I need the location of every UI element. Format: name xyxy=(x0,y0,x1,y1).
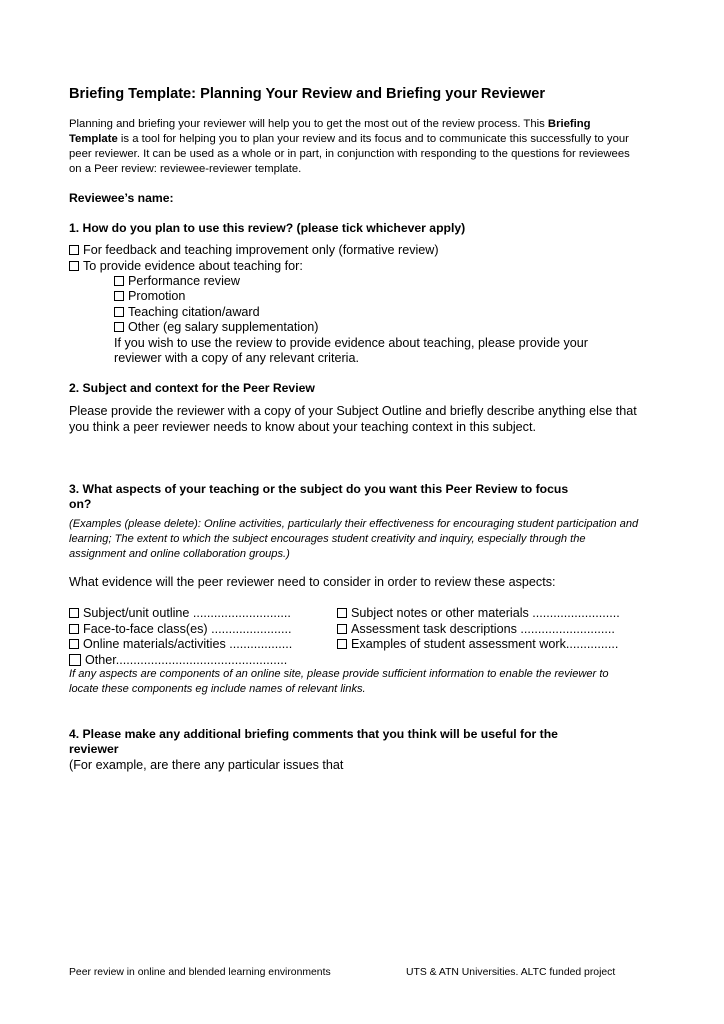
footer-right: UTS & ATN Universities. ALTC funded project xyxy=(406,967,616,978)
q1-sub-citation[interactable]: Teaching citation/award xyxy=(114,305,260,321)
checkbox[interactable] xyxy=(69,261,79,271)
q1-sub-other[interactable]: Other (eg salary supplementation) xyxy=(114,320,318,336)
q1-note-line2: reviewer with a copy of any relevant criteria. xyxy=(114,351,359,365)
checkbox[interactable] xyxy=(114,322,124,332)
q4-heading-line2: reviewer xyxy=(69,742,119,756)
reviewee-name-label: Reviewee’s name: xyxy=(69,191,174,205)
evidence-other[interactable]: Other................................................. xyxy=(69,653,287,669)
checkbox[interactable] xyxy=(114,291,124,301)
evidence-face-to-face[interactable]: Face-to-face class(es) ....................... xyxy=(69,622,292,638)
q1-sub-promotion[interactable]: Promotion xyxy=(114,289,185,305)
checkbox[interactable] xyxy=(114,307,124,317)
q3-evidence-question: What evidence will the peer reviewer need to consider in order to review these aspects: xyxy=(69,575,556,589)
q3-examples: (Examples (please delete): Online activities, particularly their effectiveness for encouraging student participation and learning; The extent to which the subject encourages student creativity and inquiry, especially through the assignment and online collaboration groups.) xyxy=(69,518,639,560)
footer-left: Peer review in online and blended learning environments xyxy=(69,967,331,978)
evidence-subject-outline[interactable]: Subject/unit outline ............................ xyxy=(69,606,291,622)
checkbox[interactable] xyxy=(337,639,347,649)
checkbox[interactable] xyxy=(69,245,79,255)
q1-option-formative[interactable]: For feedback and teaching improvement only (formative review) xyxy=(69,243,439,259)
document-title: Briefing Template: Planning Your Review and Briefing your Reviewer xyxy=(69,86,546,102)
checkbox[interactable] xyxy=(114,276,124,286)
intro-text-1: Planning and briefing your reviewer will help you to get the most out of the review process. This xyxy=(69,118,548,130)
evidence-subject-notes[interactable]: Subject notes or other materials ......................... xyxy=(337,606,620,622)
evidence-online-materials[interactable]: Online materials/activities .................. xyxy=(69,637,292,653)
intro-text-2: is a tool for helping you to plan your review and its focus and to communicate this successfully to your peer reviewer. It can be used as a whole or in part, in conjunction with responding to the questions for reviewees on a Peer review: reviewee-reviewer template. xyxy=(69,133,630,175)
checkbox[interactable] xyxy=(69,639,79,649)
evidence-assessment-tasks[interactable]: Assessment task descriptions ........................... xyxy=(337,622,615,638)
q4-heading-line1: 4. Please make any additional briefing comments that you think will be useful for the xyxy=(69,727,558,741)
checkbox[interactable] xyxy=(337,608,347,618)
q1-option-evidence[interactable]: To provide evidence about teaching for: xyxy=(69,259,303,275)
evidence-student-work[interactable]: Examples of student assessment work............... xyxy=(337,637,618,653)
q1-heading: 1. How do you plan to use this review? (please tick whichever apply) xyxy=(69,221,466,235)
q3-online-note: If any aspects are components of an online site, please provide sufficient information to enable the reviewer to locate these components eg include names of relevant links. xyxy=(69,668,609,695)
checkbox[interactable] xyxy=(69,624,79,634)
q1-sub-performance[interactable]: Performance review xyxy=(114,274,240,290)
q3-heading-line2: on? xyxy=(69,497,92,511)
intro-bold-term: Briefing Template xyxy=(69,118,591,145)
q1-note-line1: If you wish to use the review to provide evidence about teaching, please provide your xyxy=(114,336,588,350)
q3-heading-line1: 3. What aspects of your teaching or the subject do you want this Peer Review to focus xyxy=(69,482,569,496)
q2-body: Please provide the reviewer with a copy of your Subject Outline and briefly describe anything else that you think a peer reviewer needs to know about your teaching context in this subject. xyxy=(69,404,637,434)
checkbox[interactable] xyxy=(69,654,81,666)
checkbox[interactable] xyxy=(337,624,347,634)
checkbox[interactable] xyxy=(69,608,79,618)
intro-paragraph xyxy=(69,117,639,177)
q2-heading: 2. Subject and context for the Peer Review xyxy=(69,381,315,395)
q4-body: (For example, are there any particular issues that xyxy=(69,758,344,772)
